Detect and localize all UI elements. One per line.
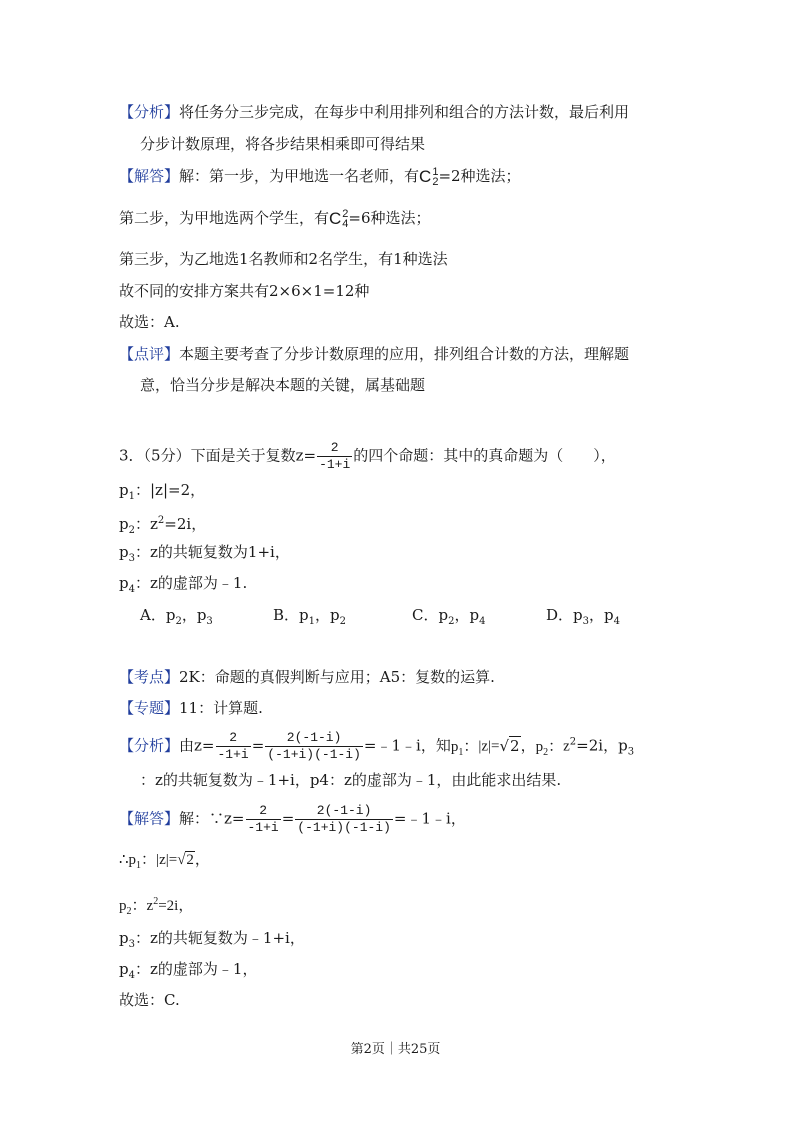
solution1-line2: 第二步，为甲地选两个学生，有 C 2 4 =6种选法； — [119, 208, 431, 230]
kaodian-tag: 【考点】 — [119, 668, 180, 686]
proposition-p1: $p_1$：|z|=2， — [119, 481, 206, 502]
zhuanti-tag: 【专题】 — [119, 699, 180, 717]
proposition-p3: $p_3$：z的共轭复数为1+i， — [119, 543, 290, 564]
solution-tag: 【解答】 — [119, 167, 180, 185]
sqrt-symbol: √2 — [177, 852, 194, 868]
solution-tag-2: 【解答】 — [119, 809, 180, 828]
zhuanti-line: 【专题】11：计算题. — [119, 699, 263, 717]
option-c: C．$p_2$，$p_4$ — [412, 606, 486, 627]
solution1-line5: 故选：A. — [119, 313, 180, 331]
solution2-line1: 【解答】解：∵z= $\frac{2}{-1+i}$ = $\frac{2(-1-i)}{(-1+i)(-1-i)}$ =﹣1﹣i， — [119, 803, 466, 835]
combination-c-4-2: C 2 4 — [329, 208, 349, 230]
question3-stem: 3．（5分）下面是关于复数z= $\frac{2}{-1+i}$ 的四个命题：其中的真命题为（ ）， — [119, 440, 616, 472]
solution2-final: 故选：C. — [119, 991, 180, 1009]
analysis-tag-2: 【分析】 — [119, 736, 180, 755]
fraction-conjugate-multiply: $\frac{2(-1-i)}{(-1+i)(-1-i)}$ — [297, 803, 391, 835]
page-footer: 第2页｜共25页 — [350, 1042, 441, 1057]
fraction-2-over-minus1-plus-i: $\frac{2}{-1+i}$ — [247, 803, 279, 835]
option-d: D．$p_3$，$p_4$ — [546, 606, 620, 627]
solution2-p4: $p_4$：z的虚部为﹣1， — [119, 960, 258, 981]
solution1-line4: 故不同的安排方案共有2×6×1=12种 — [119, 282, 370, 300]
solution2-p3: $p_3$：z的共轭复数为﹣1+i， — [119, 929, 305, 950]
solution2-p2: $p_2$：$z^2=2i$， — [119, 896, 194, 917]
solution1-line1: 【解答】解：第一步，为甲地选一名老师，有 C 1 2 =2种选法； — [119, 166, 521, 188]
comment-tag: 【点评】 — [119, 345, 180, 363]
fraction-2-over-minus1-plus-i: $\frac{2}{-1+i}$ — [319, 440, 351, 472]
proposition-p2: $p_2$：$z^2=2i$， — [119, 515, 207, 536]
analysis-tag: 【分析】 — [119, 103, 180, 121]
analysis2-line2: ：z的共轭复数为﹣1+i，p4：z的虚部为﹣1，由此能求出结果. — [140, 771, 562, 789]
comment1-line1: 【点评】本题主要考查了分步计数原理的应用，排列组合计数的方法，理解题 — [119, 345, 630, 363]
analysis1-line2: 分步计数原理，将各步结果相乘即可得结果 — [140, 135, 426, 153]
proposition-p4: $p_4$：z的虚部为﹣1. — [119, 574, 248, 595]
solution2-p1: $\therefore p_1$：|z|=√2， — [119, 852, 210, 871]
combination-c-2-1: C 1 2 — [419, 166, 439, 188]
analysis1-line1 — [119, 102, 629, 122]
option-b: B．$p_1$，$p_2$ — [273, 606, 346, 627]
fraction-conjugate-multiply: $\frac{2(-1-i)}{(-1+i)(-1-i)}$ — [267, 730, 361, 762]
analysis2-line1: 【分析】由z= $\frac{2}{-1+i}$ = $\frac{2(-1-i)}{(-1+i)(-1-i)}$ =﹣1﹣i，知$p_1$：|z|=√2，$p_2$：$z^2=2i$，$p_3$ — [119, 730, 635, 762]
solution1-line3: 第三步，为乙地选1名教师和2名学生，有1种选法 — [119, 250, 448, 268]
analysis-text: 将任务分三步完成，在每步中利用排列和组合的方法计数，最后利用 — [179, 103, 630, 121]
comment1-line2: 意，恰当分步是解决本题的关键，属基础题 — [140, 376, 426, 394]
sqrt-symbol: √2 — [499, 736, 520, 755]
kaodian-line: 【考点】2K：命题的真假判断与应用；A5：复数的运算. — [119, 668, 495, 686]
fraction-2-over-minus1-plus-i: $\frac{2}{-1+i}$ — [217, 730, 249, 762]
option-a: A．$p_2$，$p_3$ — [140, 606, 213, 627]
